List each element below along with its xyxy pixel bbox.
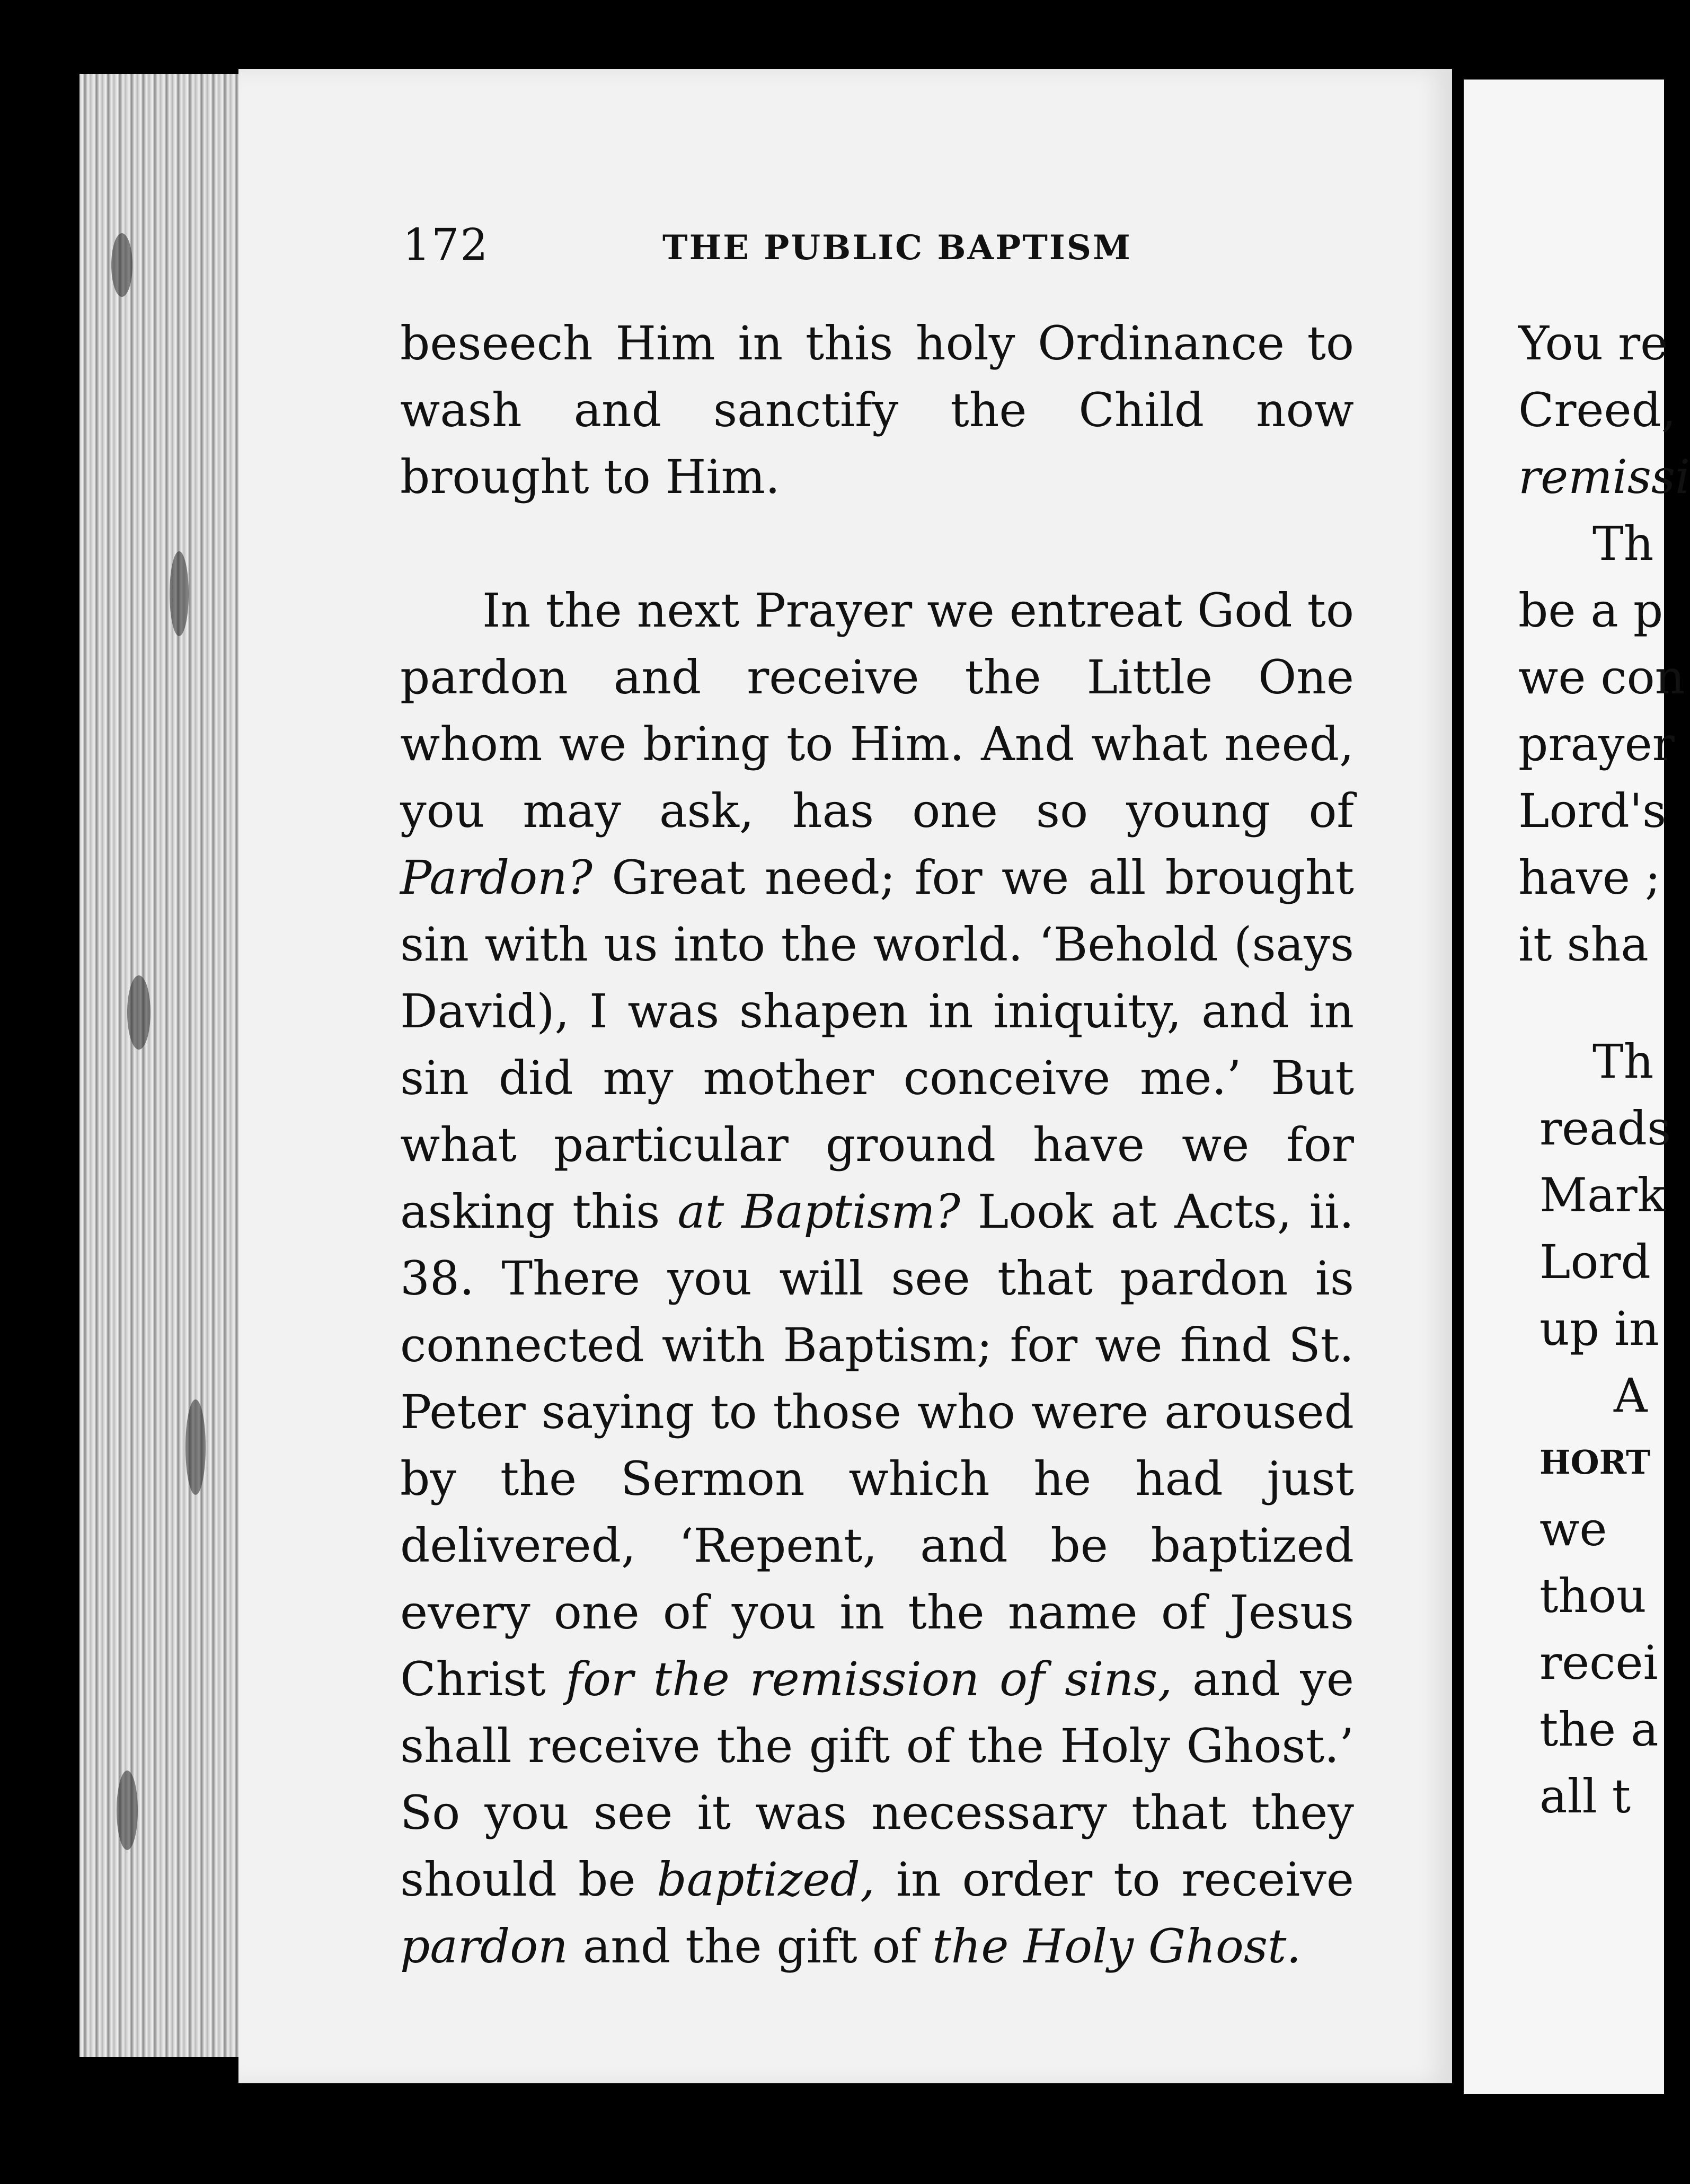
fragment-line: Th: [1592, 516, 1654, 571]
fragment-line: all t: [1539, 1769, 1631, 1824]
fragment-line: thou: [1539, 1569, 1647, 1623]
running-head: THE PUBLIC BAPTISM: [662, 228, 1132, 268]
fragment-line: You re: [1518, 316, 1668, 371]
text-run: Great need; for we all brought sin with us into the world. ‘Behold (says David), I was shapen in iniquity, and in sin did my mother conceive me.’ But what particular ground have we for asking this: [400, 850, 1354, 1239]
fragment-line: Th: [1592, 1034, 1654, 1089]
fragment-line: Lord's: [1518, 783, 1667, 838]
fragment-line: reads: [1539, 1101, 1671, 1156]
fragment-line: we con: [1518, 650, 1685, 704]
right-page-fragments: [1518, 310, 1690, 1830]
italic-run: Pardon?: [400, 850, 592, 905]
fragment-line: HORT: [1539, 1443, 1651, 1482]
fragment-line: Lord: [1539, 1235, 1651, 1289]
fragment-line: Creed,: [1518, 383, 1676, 437]
fragment-line: up in: [1539, 1301, 1659, 1356]
fragment-line: remissi: [1518, 450, 1690, 504]
page-number: 172: [403, 220, 489, 270]
fragment-line: A: [1614, 1368, 1648, 1423]
paragraph-2: [400, 577, 1354, 1980]
italic-run: pardon: [400, 1919, 568, 1974]
page-edges: [79, 74, 238, 2057]
text-run: Look at Acts, ii. 38. There you will see that pardon is connected with Baptism; for we find St. Peter saying to those who were aroused by the Sermon which he had just delivered, ‘Repent, and be baptized every one of you in the name of Jesus Christ: [400, 1184, 1354, 1706]
fragment-line: have ;: [1518, 850, 1661, 905]
fragment-line: we: [1539, 1502, 1607, 1556]
text-run: In the next Prayer we entreat God to pardon and receive the Little One whom we bring to Him. And what need, you may ask, has one so young of: [400, 583, 1354, 838]
italic-run: baptized,: [657, 1852, 875, 1907]
edge-smudge: [127, 975, 151, 1050]
italic-run: at Baptism?: [677, 1184, 960, 1239]
edge-smudge: [111, 233, 132, 297]
text-run: in order to receive: [874, 1852, 1355, 1907]
fragment-line: the a: [1539, 1702, 1659, 1757]
fragment-line: it sha: [1518, 917, 1649, 972]
fragment-line: prayer: [1518, 717, 1675, 771]
edge-smudge: [185, 1399, 206, 1495]
edge-smudge: [170, 551, 189, 636]
italic-run: for the remission of sins,: [565, 1652, 1173, 1706]
text-run: and ye shall receive the gift of the Holy Ghost.’ So you see it was necessary that they should be: [400, 1652, 1354, 1907]
fragment-line: Mark: [1539, 1168, 1666, 1222]
edge-smudge: [117, 1771, 138, 1850]
paragraph-1: beseech Him in this holy Ordinance to wash and sanctify the Child now brought to Him.: [400, 316, 1354, 504]
fragment-line: be a p: [1518, 583, 1664, 638]
fragment-line: recei: [1539, 1635, 1658, 1690]
book-gutter: [1452, 80, 1464, 2094]
paragraph-gap: [1518, 978, 1677, 1028]
text-run: and the gift of: [568, 1919, 933, 1974]
left-page-body: [400, 310, 1354, 1980]
italic-run: the Holy Ghost.: [932, 1919, 1302, 1974]
